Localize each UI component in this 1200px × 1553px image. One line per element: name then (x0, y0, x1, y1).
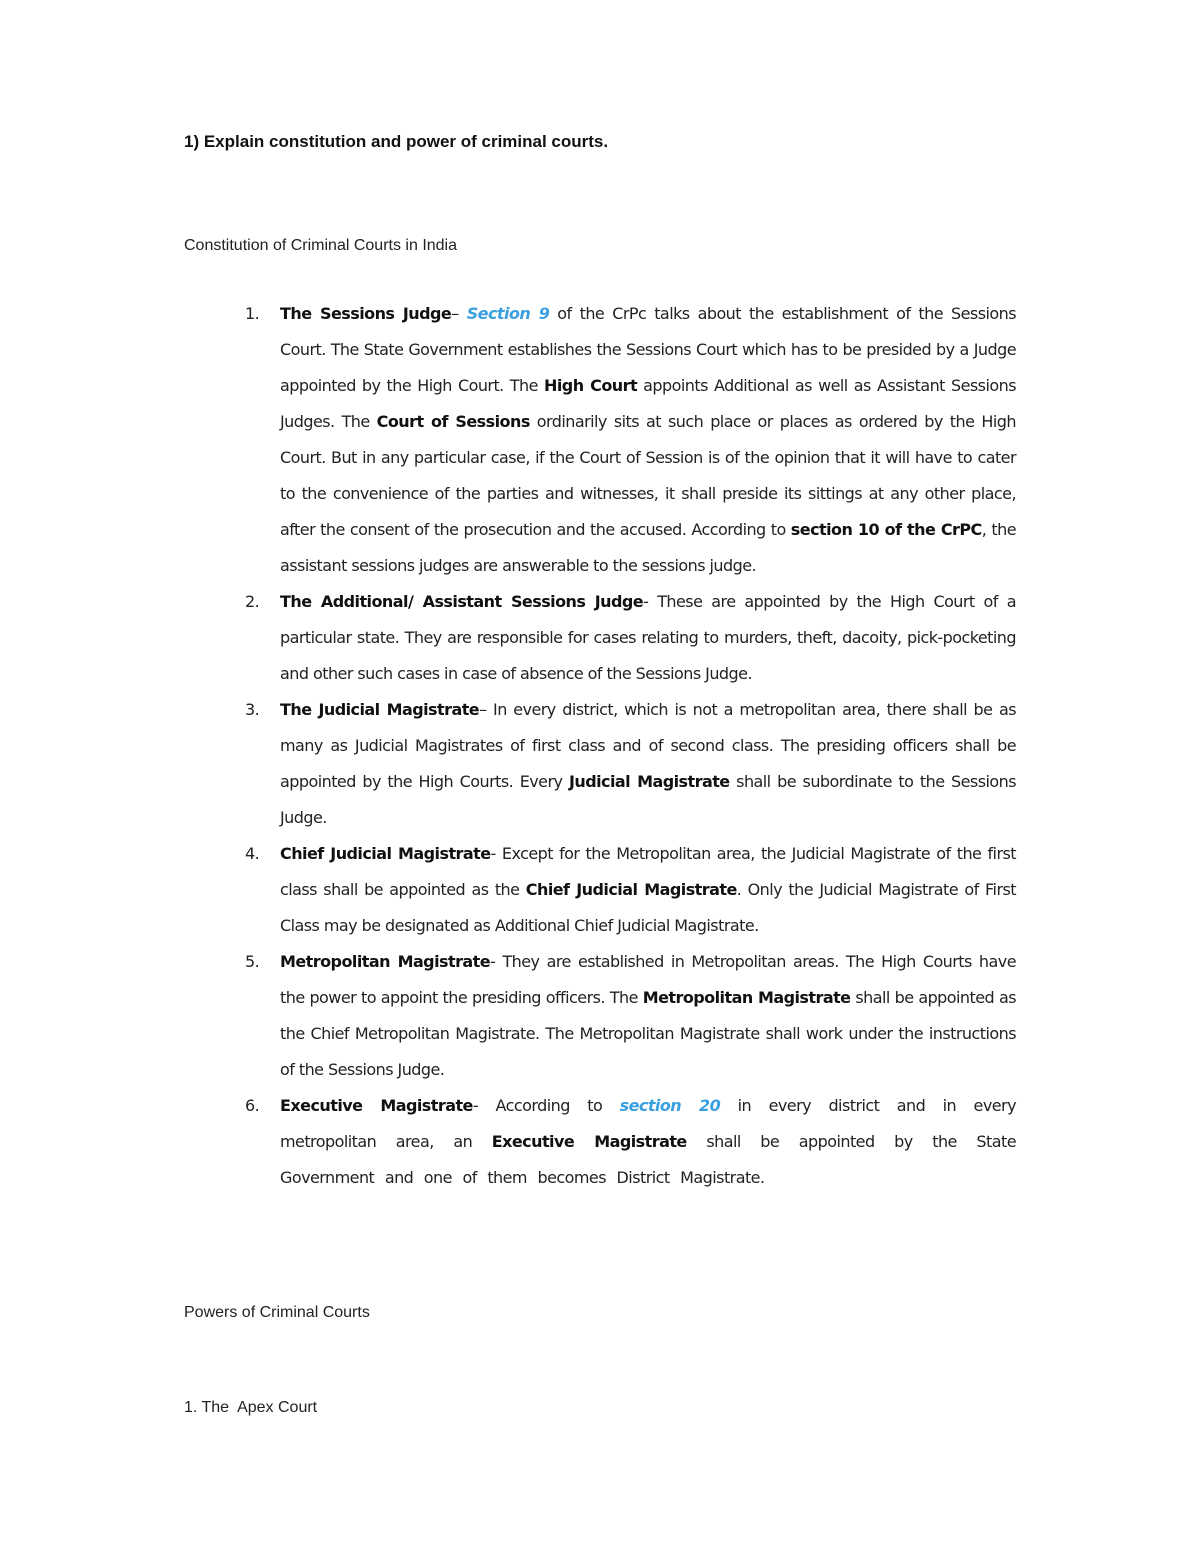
term-section-10: section 10 of the CrPC (790, 520, 982, 539)
item-text: - They are established in Metropolitan areas. The High Courts have the power to appoint the presiding officers. The (280, 952, 1016, 1007)
term-executive-magistrate: Executive Magistrate (280, 1096, 473, 1115)
list-number: 6. (245, 1096, 260, 1115)
link-section-20[interactable]: section 20 (619, 1096, 721, 1115)
term-metropolitan-magistrate-inline: Metropolitan Magistrate (642, 988, 851, 1007)
term-high-court: High Court (544, 376, 638, 395)
item-text: - According to (472, 1096, 620, 1115)
term-metropolitan-magistrate: Metropolitan Magistrate (280, 952, 491, 971)
list-number: 1. (245, 304, 260, 323)
list-item-additional-sessions-judge (240, 584, 1016, 692)
list-item-chief-judicial-magistrate (240, 836, 1016, 944)
term-judicial-magistrate-inline: Judicial Magistrate (568, 772, 730, 791)
term-chief-judicial-magistrate: Chief Judicial Magistrate (280, 844, 491, 863)
link-section-9[interactable]: Section 9 (466, 304, 550, 323)
term-chief-judicial-magistrate-inline: Chief Judicial Magistrate (525, 880, 737, 899)
section-heading-constitution: Constitution of Criminal Courts in India (184, 237, 458, 254)
item-text: – (451, 304, 467, 323)
item-text: shall be subordinate to the Sessions Judge. (280, 772, 1017, 827)
list-item-executive-magistrate (240, 1088, 1016, 1196)
item-text: in every district and in every metropolitan area, an (280, 1096, 1017, 1151)
item-text: shall be appointed by the State Government and one of them becomes District Magistrate. (280, 1132, 1016, 1187)
list-item-metropolitan-magistrate (240, 944, 1016, 1088)
item-text: shall be appointed as the Chief Metropolitan Magistrate. The Metropolitan Magistrate shall work under the instructions of the Sessions Judge. (280, 988, 1017, 1079)
document-title: 1) Explain constitution and power of criminal courts. (184, 132, 609, 151)
section-heading-powers: Powers of Criminal Courts (184, 1304, 370, 1321)
item-text: – In every district, which is not a metropolitan area, there shall be as many as Judicial Magistrates of first class and of second class. The presiding officers shall be appointed by the High Courts. Every (280, 700, 1016, 791)
list-number: 3. (245, 700, 260, 719)
term-judicial-magistrate: The Judicial Magistrate (280, 700, 480, 719)
item-text: . Only the Judicial Magistrate of First Class may be designated as Additional Chief Judicial Magistrate. (280, 880, 1016, 935)
item-text: of the CrPc talks about the establishment of the Sessions Court. The State Government establishes the Sessions Court which has to be presided by a Judge appointed by the High Court. The (280, 304, 1016, 395)
term-additional-sessions-judge: The Additional/ Assistant Sessions Judge (280, 592, 644, 611)
term-executive-magistrate-inline: Executive Magistrate (491, 1132, 687, 1151)
item-text: - Except for the Metropolitan area, the Judicial Magistrate of the first class shall be appointed as the (280, 844, 1016, 899)
list-number: 2. (245, 592, 260, 611)
item-text: - These are appointed by the High Court of a particular state. They are responsible for cases relating to murders, theft, dacoity, pick-pocketing and other such cases in case of absence of the Sessions Judge. (280, 592, 1016, 683)
list-item-sessions-judge (240, 296, 1016, 584)
item-text: ordinarily sits at such place or places as ordered by the High Court. But in any particular case, if the Court of Session is of the opinion that it will have to cater to the convenience of the parties and witnesses, it shall preside its sittings at any other place, after the consent of the prosecution and the accused. According to (280, 412, 1016, 539)
term-court-of-sessions: Court of Sessions (376, 412, 530, 431)
subheading-apex-court: 1. The Apex Court (184, 1399, 318, 1416)
list-item-judicial-magistrate (240, 692, 1016, 836)
court-list (240, 296, 1016, 1196)
item-text: , the assistant sessions judges are answerable to the sessions judge. (280, 520, 1016, 575)
term-sessions-judge: The Sessions Judge (280, 304, 452, 323)
list-number: 4. (245, 844, 260, 863)
item-text: appoints Additional as well as Assistant Sessions Judges. The (280, 376, 1016, 431)
list-number: 5. (245, 952, 260, 971)
